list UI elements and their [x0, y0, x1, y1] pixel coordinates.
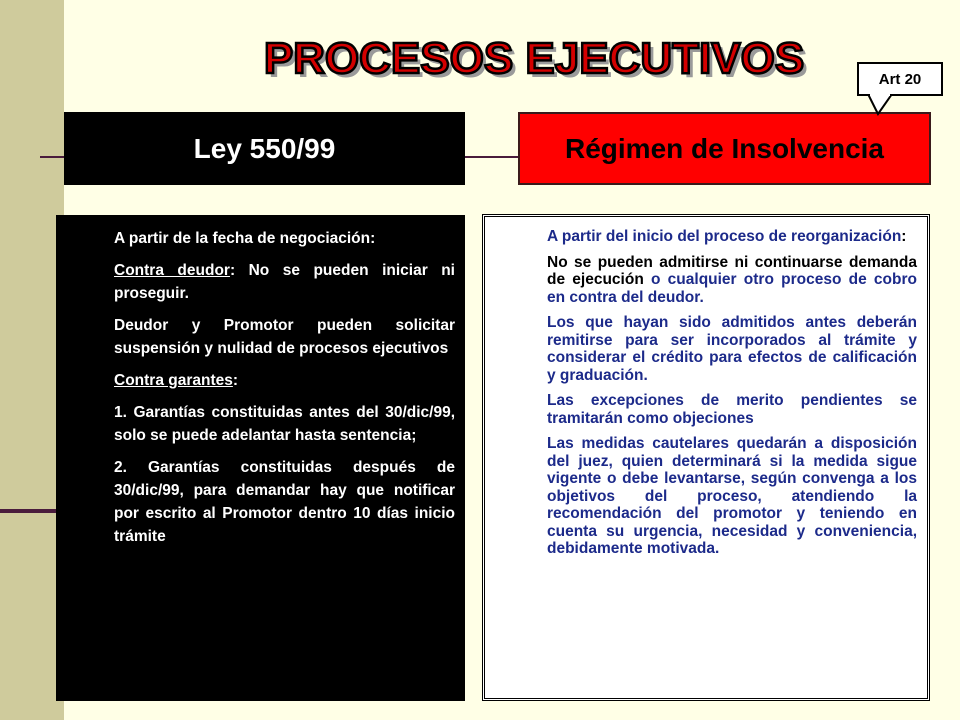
header-connector-line: [465, 156, 519, 158]
contra-deudor-label: Contra deudor: [114, 262, 230, 279]
right-paragraph-3: Los que hayan sido admitidos antes deberán remitirse para ser incorporados al trámite y considerar el crédito para efectos de calificación y graduación.: [547, 314, 917, 384]
ley-550-content-panel: [56, 215, 465, 701]
contra-deudor-text: : No se pueden iniciar ni proseguir.: [114, 262, 455, 302]
left-paragraph-1: A partir de la fecha de negociación:: [114, 230, 376, 247]
contra-garantes-text: :: [232, 372, 239, 389]
contra-garantes-label: Contra garantes: [114, 372, 233, 389]
left-decorative-band: [0, 0, 64, 720]
right-paragraph-1-text: A partir del inicio del proceso de reorganización: [547, 228, 902, 245]
regimen-insolvencia-header: [518, 112, 931, 185]
slide-title: PROCESOS EJECUTIVOS: [263, 34, 805, 83]
right-paragraph-2: [547, 254, 917, 307]
left-paragraph-6: 2. Garantías constituidas después de 30/dic/99, para demandar hay que notificar por escrito al Promotor dentro 10 días inicio trámite: [114, 459, 455, 545]
decorative-line-top: [40, 156, 66, 158]
decorative-line-bottom: [0, 509, 58, 513]
right-paragraph-1: [547, 228, 917, 246]
regimen-insolvencia-header-label: Régimen de Insolvencia: [565, 132, 884, 164]
ley-550-header-label: Ley 550/99: [193, 132, 336, 164]
right-paragraph-5: Las medidas cautelares quedarán a disposición del juez, quien determinará si la medida sigue vigente o debe levantarse, según convenga a los objetivos del proceso, atendiendo la recomendación del promotor y teniendo en cuenta su urgencia, necesidad y conveniencia, debidamente motivada.: [547, 435, 917, 557]
right-paragraph-4: Las excepciones de merito pendientes se tramitarán como objeciones: [547, 392, 917, 427]
regimen-insolvencia-content-panel: [482, 214, 930, 701]
art-20-callout: [857, 62, 943, 96]
art-20-callout-label: Art 20: [878, 70, 922, 88]
right-paragraph-2-black: No se pueden admitirse ni continuarse demanda de ejecución: [547, 253, 917, 288]
right-paragraph-1-colon: :: [901, 228, 907, 245]
right-paragraph-2-blue: o cualquier otro proceso de cobro en contra del deudor.: [547, 271, 917, 306]
left-paragraph-4: [114, 369, 455, 392]
left-paragraph-5: 1. Garantías constituidas antes del 30/dic/99, solo se puede adelantar hasta sentencia;: [114, 404, 455, 444]
left-paragraph-3: Deudor y Promotor pueden solicitar suspensión y nulidad de procesos ejecutivos: [114, 317, 455, 357]
left-paragraph-2: [114, 259, 455, 305]
ley-550-header: [64, 112, 465, 185]
